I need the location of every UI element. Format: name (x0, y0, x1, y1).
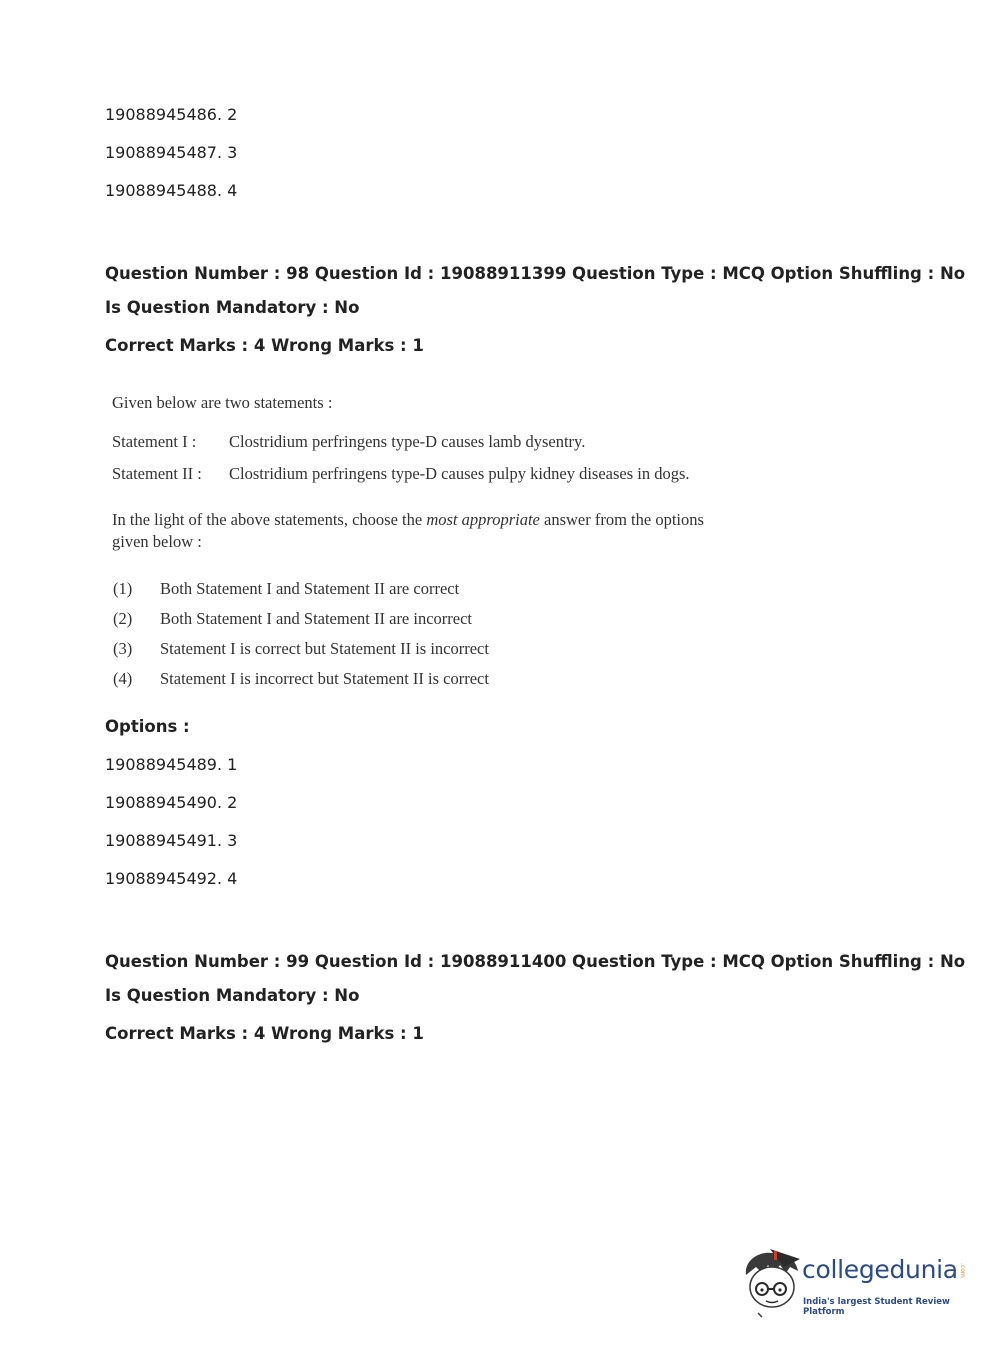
option-line: 19088945489. 1 (105, 755, 238, 774)
question-intro: Given below are two statements : (112, 393, 333, 412)
instruction-emphasis: most appropriate (426, 510, 540, 529)
statement-2-label: Statement II : (112, 464, 202, 483)
choice-text: Both Statement I and Statement II are incorrect (160, 609, 473, 628)
question-instruction (112, 510, 704, 530)
statement-1-text: Clostridium perfringens type-D causes lamb dysentry. (229, 432, 586, 451)
logo-tagline: India's largest Student Review Platform (803, 1297, 950, 1317)
choice-text: Statement I is correct but Statement II is incorrect (160, 639, 489, 658)
collegedunia-logo[interactable] (740, 1245, 970, 1320)
question-header: Question Number : 99 Question Id : 19088911400 Question Type : MCQ Option Shuffling : No (105, 952, 966, 971)
options-label: Options : (105, 717, 190, 736)
choice-number: (3) (113, 639, 133, 658)
logo-wordmark: collegedunia (802, 1255, 958, 1284)
option-line: 19088945492. 4 (105, 869, 238, 888)
instruction-post: answer from the options (539, 510, 704, 529)
question-mandatory: Is Question Mandatory : No (105, 298, 360, 317)
choice-number: (1) (113, 579, 133, 598)
option-line: 19088945486. 2 (105, 105, 238, 124)
choice-number: (4) (113, 669, 133, 688)
option-line: 19088945490. 2 (105, 793, 238, 812)
choice-number: (2) (113, 609, 133, 628)
question-header: Question Number : 98 Question Id : 19088911399 Question Type : MCQ Option Shuffling : No (105, 264, 966, 283)
option-line: 19088945488. 4 (105, 181, 238, 200)
choice-text: Statement I is incorrect but Statement II is correct (160, 669, 489, 688)
option-line: 19088945491. 3 (105, 831, 238, 850)
logo-domain: .com (959, 1263, 966, 1278)
statement-1-label: Statement I : (112, 432, 197, 451)
question-marks: Correct Marks : 4 Wrong Marks : 1 (105, 1024, 424, 1043)
statement-2-text: Clostridium perfringens type-D causes pulpy kidney diseases in dogs. (229, 464, 690, 483)
question-mandatory: Is Question Mandatory : No (105, 986, 360, 1005)
mascot-icon (740, 1245, 804, 1320)
question-instruction-line2: given below : (112, 532, 202, 551)
instruction-pre: In the light of the above statements, choose the (112, 510, 427, 529)
choice-text: Both Statement I and Statement II are correct (160, 579, 460, 598)
option-line: 19088945487. 3 (105, 143, 238, 162)
question-marks: Correct Marks : 4 Wrong Marks : 1 (105, 336, 424, 355)
